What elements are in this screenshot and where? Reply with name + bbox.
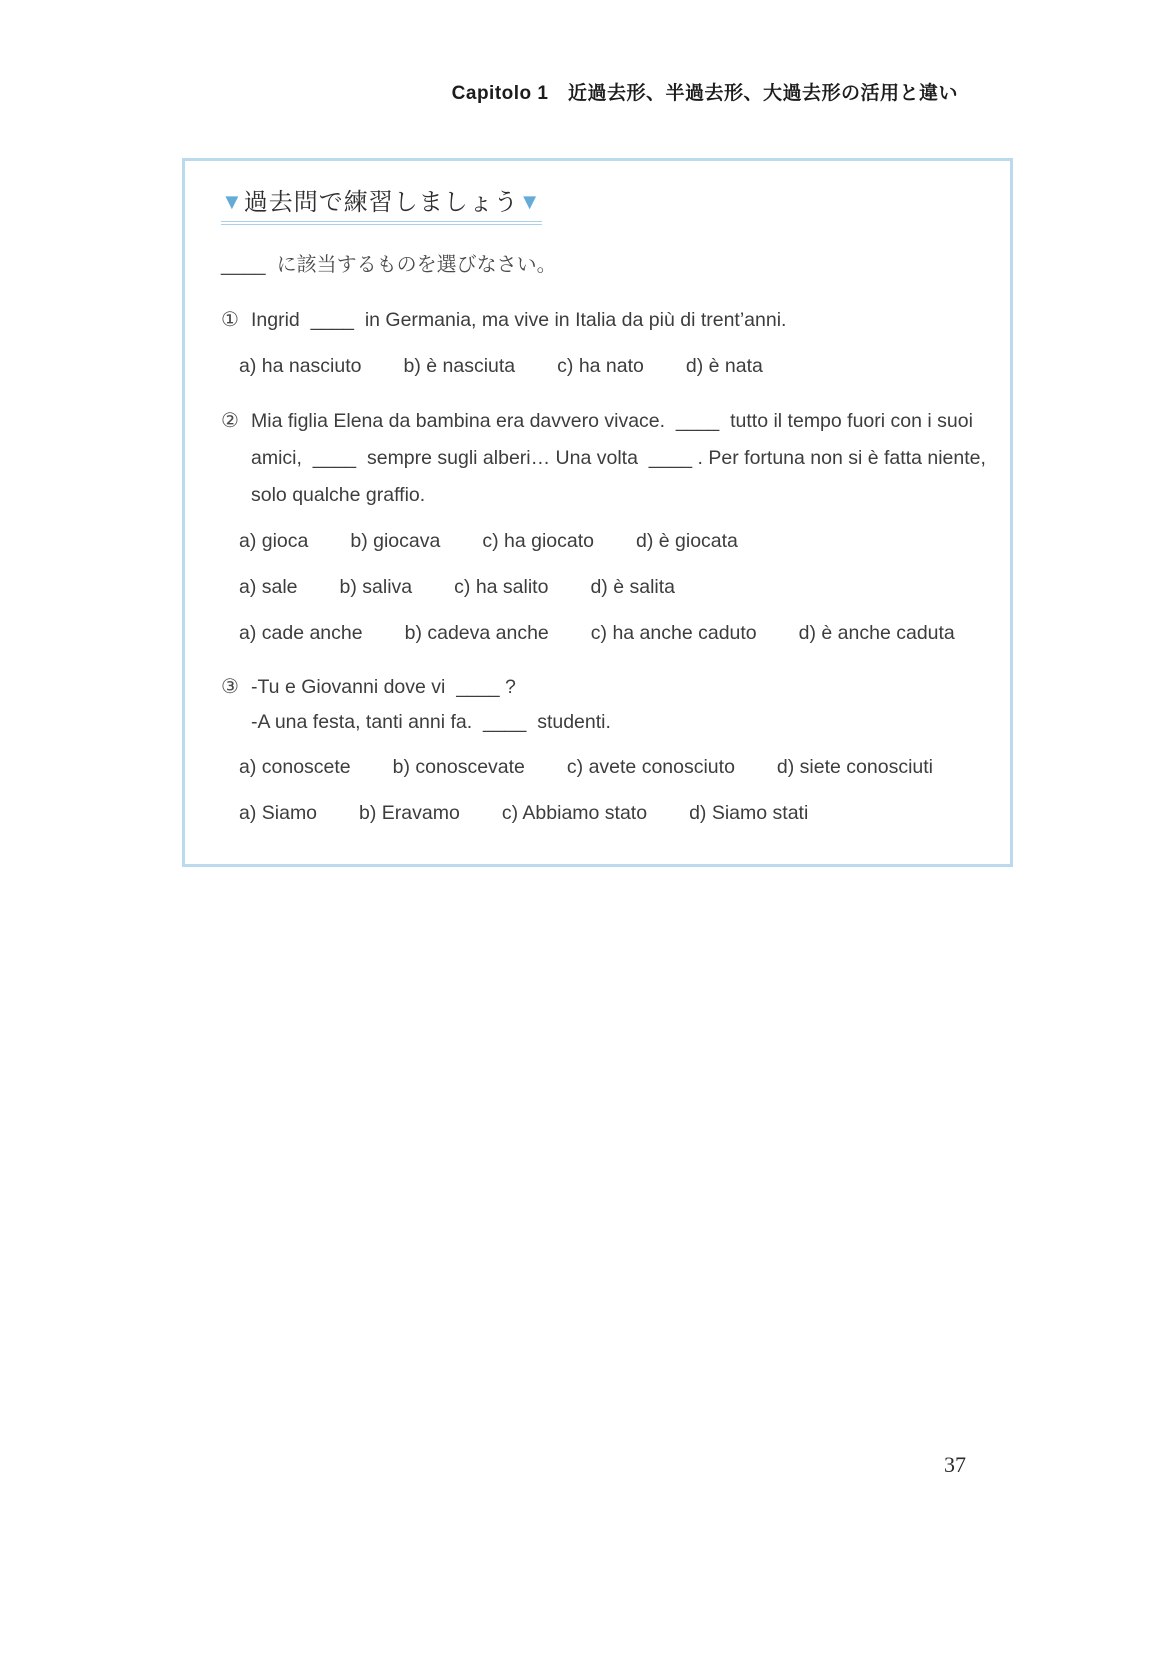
question-1 [221,302,990,385]
question-text: Mia figlia Elena da bambina era davvero vivace. ____ tutto il tempo fuori con i suoi [251,410,973,432]
option-d: d) siete conosciuti [776,756,933,778]
options-row [239,523,990,560]
option-d: d) è anche caduta [798,622,955,644]
question-line [221,302,990,339]
option-b: b) Eravamo [359,802,460,824]
option-b: b) è nasciuta [403,355,516,377]
question-number: ① [221,309,239,331]
triangle-down-icon: ▼ [518,189,542,214]
instruction-text: ____ に該当するものを選びなさい。 [221,254,557,276]
question-3 [221,670,990,832]
option-c: c) Abbiamo stato [501,802,648,824]
page-number: 37 [944,1452,966,1477]
option-d: d) è salita [590,576,675,598]
question-2 [221,403,990,652]
options-row [239,615,990,652]
options-row [239,348,990,385]
question-line [221,670,990,705]
option-b: b) conoscevate [392,756,525,778]
triangle-down-icon: ▼ [221,189,244,214]
practice-box [182,158,1013,867]
option-c: c) ha anche caduto [590,622,757,644]
practice-heading [221,187,542,225]
option-a: a) gioca [239,530,309,552]
option-a: a) sale [239,576,298,598]
option-c: c) ha giocato [482,530,594,552]
option-d: d) è giocata [636,530,738,552]
question-line: amici, ____ sempre sugli alberi… Una volta ____ . Per fortuna non si è fatta niente, [251,447,986,469]
question-line [221,403,990,440]
option-a: a) cade anche [239,622,363,644]
option-d: d) è nata [685,355,763,377]
option-a: a) conoscete [239,756,351,778]
option-b: b) cadeva anche [404,622,549,644]
options-row [239,795,990,832]
question-number: ③ [221,676,239,698]
option-d: d) Siamo stati [689,802,809,824]
option-b: b) giocava [350,530,441,552]
option-c: c) ha nato [557,355,644,377]
practice-heading-text: 過去問で練習しましょう [243,189,519,216]
question-text: -Tu e Giovanni dove vi ____ ? [251,676,516,698]
option-c: c) ha salito [454,576,549,598]
question-number: ② [221,410,239,432]
option-c: c) avete conosciuto [566,756,735,778]
option-a: a) Siamo [239,802,318,824]
question-line: solo qualche graffio. [251,484,426,506]
question-text: Ingrid ____ in Germania, ma vive in Italia da più di trent’anni. [251,309,787,331]
chapter-header: Capitolo 1 近過去形、半過去形、大過去形の活用と違い [451,83,958,104]
options-row [239,749,990,786]
option-b: b) saliva [339,576,413,598]
question-line: -A una festa, tanti anni fa. ____ studenti. [251,711,611,733]
options-row [239,569,990,606]
option-a: a) ha nasciuto [239,355,362,377]
